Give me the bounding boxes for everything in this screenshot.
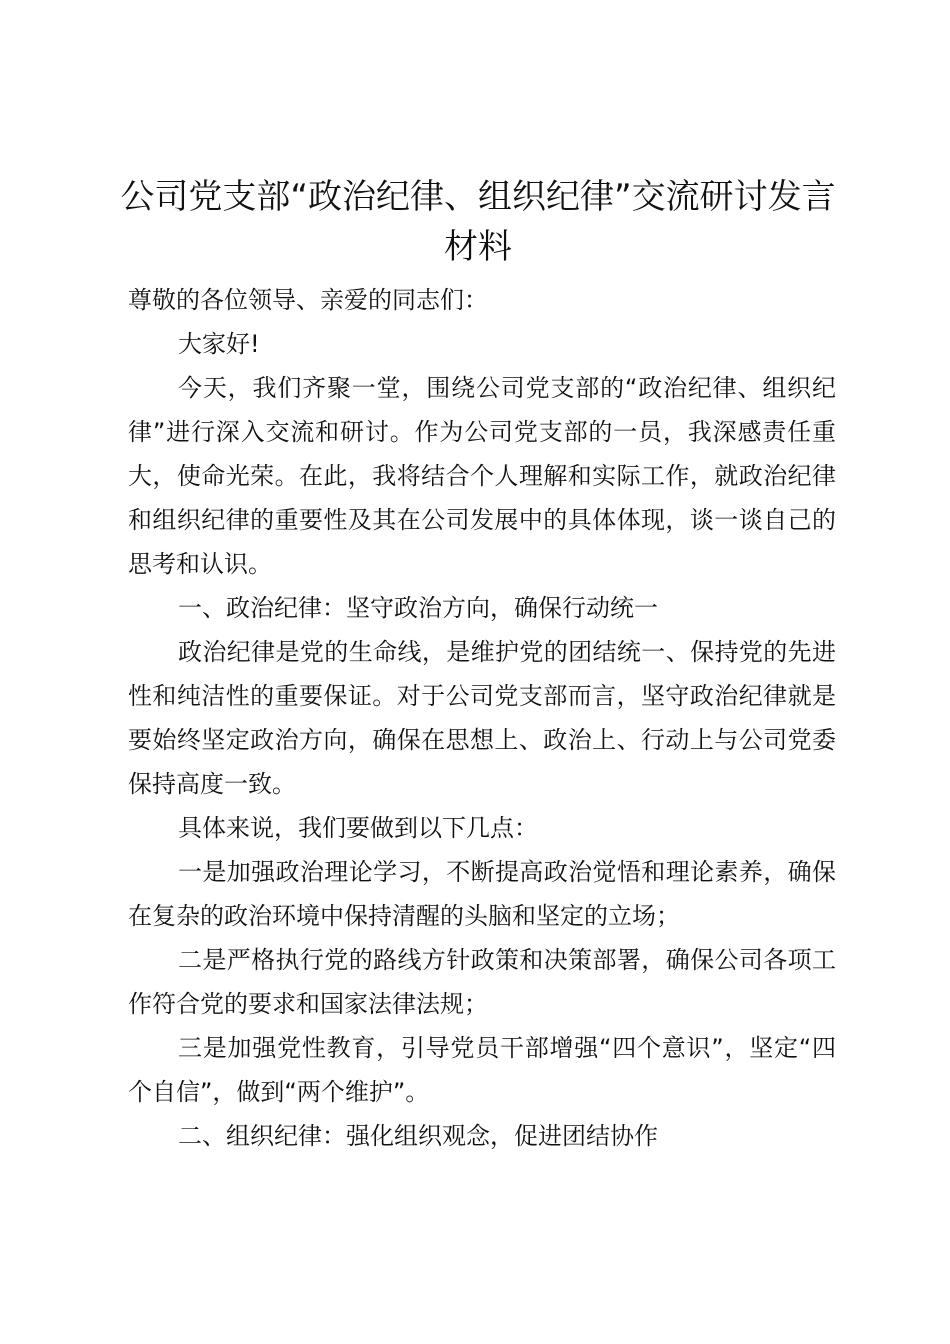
paragraph: 政治纪律是党的生命线，是维护党的团结统一、保持党的先进性和纯洁性的重要保证。对于公司党支部而言，坚守政治纪律就是要始终坚定政治方向，确保在思想上、政治上、行动上与公司党委保持高度一致。: [128, 638, 836, 798]
paragraph: 具体来说，我们要做到以下几点：: [178, 814, 538, 842]
paragraph: 今天，我们齐聚一堂，围绕公司党支部的“政治纪律、组织纪律”进行深入交流和研讨。作为公司党支部的一员，我深感责任重大，使命光荣。在此，我将结合个人理解和实际工作，就政治纪律和组织纪律的重要性及其在公司发展中的具体体现，谈一谈自己的思考和认识。: [128, 374, 836, 578]
list-item: 三是加强党性教育，引导党员干部增强“四个意识”，坚定“四个自信”，做到“两个维护”。: [128, 1034, 836, 1106]
list-item: 二是严格执行党的路线方针政策和决策部署，确保公司各项工作符合党的要求和国家法律法规；: [128, 946, 836, 1018]
salutation: 尊敬的各位领导、亲爱的同志们：: [128, 286, 488, 314]
section-heading-organizational: 二、组织纪律：强化组织观念，促进团结协作: [178, 1122, 658, 1150]
document-body: [128, 278, 836, 1158]
document-title: 公司党支部“政治纪律、组织纪律”交流研讨发言材料: [120, 177, 836, 267]
list-item: 一是加强政治理论学习，不断提高政治觉悟和理论素养，确保在复杂的政治环境中保持清醒的头脑和坚定的立场；: [128, 858, 836, 930]
greeting: 大家好!: [178, 330, 260, 358]
section-heading-political: 一、政治纪律：坚守政治方向，确保行动统一: [178, 594, 658, 622]
